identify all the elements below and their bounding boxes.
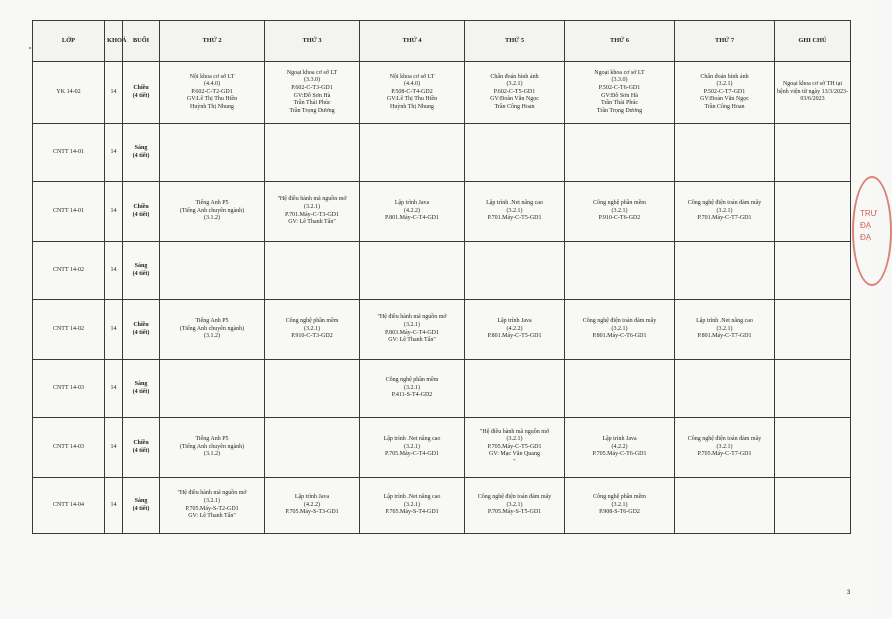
schedule-cell [675,300,775,360]
course-details: (3.2.1) P.801.Máy-C-T7-GD1 [697,325,752,340]
schedule-cell [465,62,565,124]
course-title: Nội khoa cơ sở LT [189,73,235,80]
note-cell: Ngoại khoa cơ sở TH tại bệnh viện từ ngày 13/3/2023-03/6/2023 [775,62,851,124]
schedule-cell [160,182,265,242]
course-title: Ngoại khoa cơ sở LT [286,69,338,76]
schedule-cell [360,360,465,418]
schedule-cell [465,300,565,360]
course-details: (3.2.1) P.705.Máy-S-T2-GD1 GV: Lê Thanh Tấn" [185,497,239,520]
schedule-cell [160,418,265,478]
session-cell: Sáng (4 tiết) [123,360,160,418]
course-details: (4.2.2) P.705.Máy-C-T6-GD1 [592,443,647,458]
schedule-cell [265,62,360,124]
course-title: Công nghệ phần mềm [285,318,339,325]
khoa-cell: 14 [105,360,123,418]
course-details: (4.2.2) P.801.Máy-C-T4-GD1 [385,207,439,222]
schedule-cell [675,418,775,478]
course-details: (3.2.1) P.910-C-T6-GD2 [598,207,641,222]
schedule-cell [265,242,360,300]
khoa-cell: 14 [105,418,123,478]
course-details: (3.2.1) P.411-S-T4-GD2 [391,384,433,399]
schedule-cell [265,124,360,182]
schedule-cell [565,478,675,534]
note-cell [775,124,851,182]
schedule-cell [360,478,465,534]
khoa-cell: 14 [105,182,123,242]
class-cell: CNTT 14-02 [33,300,105,360]
schedule-cell [565,62,675,124]
course-details: (3.2.1) P.701.Máy-C-T3-GD1 GV: Lê Thanh Tấn" [285,203,339,226]
table-row [33,418,851,478]
header-thu-6: THỨ 6 [565,21,675,62]
course-title: Nội khoa cơ sở LT [389,73,435,80]
note-cell [775,478,851,534]
session-cell: Chiều (4 tiết) [123,300,160,360]
course-details: (3.2.1) P.502-C-T7-GD1 GV:Đoàn Văn Ngọc Trần Công Hoan [700,81,749,110]
header-ghi-chu: GHI CHÚ [775,21,851,62]
note-cell [775,242,851,300]
course-title: Công nghệ phần mềm [593,494,646,501]
schedule-cell [265,182,360,242]
header-khoa: KHOÁ [105,21,123,62]
header-thu-4: THỨ 4 [360,21,465,62]
course-details: (3.2.1) P.705.Máy-S-T4-GD1 [385,501,439,516]
course-title: Lập trình .Net nâng cao [383,494,441,501]
header-buoi: BUỔI [123,21,160,62]
schedule-cell [265,300,360,360]
schedule-cell [465,360,565,418]
course-details: (3.3.0) P.602-C-T3-GD1 GV:Đỗ Sơn Hà Trần Thái Phúc Trần Trọng Dương [289,77,335,114]
table-row [33,478,851,534]
course-title: "Hệ điều hành mã nguồn mở [277,196,347,203]
course-title: "Hệ điều hành mã nguồn mở [177,490,247,497]
course-title: "Hệ điều hành mã nguồn mở [377,314,447,321]
schedule-cell [160,300,265,360]
schedule-cell [265,418,360,478]
schedule-cell [675,62,775,124]
class-cell: CNTT 14-03 [33,360,105,418]
schedule-cell [565,242,675,300]
course-details: (3.2.1) P.705.Máy-C-T4-GD1 [385,443,439,458]
course-details: (3.2.1) P.701.Máy-C-T7-GD1 [697,207,752,222]
header-row [33,21,851,62]
schedule-cell [360,300,465,360]
schedule-cell [565,182,675,242]
khoa-cell: 14 [105,478,123,534]
course-title: Công nghệ điện toán đám mây [477,494,552,501]
course-title: Tiếng Anh P5 [195,200,229,207]
schedule-cell [565,418,675,478]
class-cell: CNTT 14-04 [33,478,105,534]
header-thu-7: THỨ 7 [675,21,775,62]
schedule-cell [675,182,775,242]
schedule-cell [360,124,465,182]
course-title: Công nghệ điện toán đám mây [582,318,657,325]
note-cell [775,360,851,418]
schedule-cell [265,478,360,534]
note-cell [775,418,851,478]
khoa-cell: 14 [105,62,123,124]
course-details: (3.2.1) P.803.Máy-C-T4-GD1 GV: Lê Thanh Tấn" [385,321,439,344]
schedule-cell [565,300,675,360]
schedule-cell [160,242,265,300]
schedule-cell [565,360,675,418]
schedule-cell [265,360,360,418]
schedule-cell [465,124,565,182]
class-cell: CNTT 14-01 [33,124,105,182]
schedule-cell [465,242,565,300]
session-cell: Sáng (4 tiết) [123,242,160,300]
table-row [33,300,851,360]
note-cell [775,300,851,360]
timetable-body [33,62,851,534]
course-details: (3.2.1) P.705.Máy-S-T5-GD1 [487,501,542,516]
session-cell: Sáng (4 tiết) [123,124,160,182]
course-details: (3.2.1) P.908-S-T6-GD2 [599,501,640,516]
schedule-cell [465,182,565,242]
schedule-cell [675,478,775,534]
session-cell: Chiều (4 tiết) [123,182,160,242]
class-cell: YK 14-02 [33,62,105,124]
course-title: Chẩn đoán hình ảnh [490,73,539,80]
schedule-cell [160,62,265,124]
course-details: (3.2.1) P.910-C-T3-GD2 [291,325,333,340]
header-thu-5: THỨ 5 [465,21,565,62]
class-cell: CNTT 14-01 [33,182,105,242]
note-cell [775,182,851,242]
session-cell: Chiều (4 tiết) [123,62,160,124]
schedule-cell [465,478,565,534]
course-title: Ngoại khoa cơ sở LT [594,69,645,76]
schedule-cell [675,242,775,300]
course-title: Tiếng Anh P5 [195,318,229,325]
header-thu-2: THỨ 2 [160,21,265,62]
schedule-cell [360,182,465,242]
schedule-cell [675,360,775,418]
khoa-cell: 14 [105,300,123,360]
red-stamp: TRƯ ĐẠ ĐẠ [852,176,892,286]
course-title: Lập trình Java [394,200,430,207]
table-row [33,360,851,418]
course-title: Lập trình .Net nâng cao [486,200,543,207]
table-row [33,182,851,242]
schedule-cell [360,62,465,124]
course-details: (3.3.0) P.502-C-T6-GD1 GV:Đỗ Sơn Hà Trần Thái Phúc Trần Trọng Dương [596,77,643,114]
course-details: (4.2.2) P.705.Máy-S-T3-GD1 [285,501,339,516]
course-details: (Tiếng Anh chuyên ngành) (3.1.2) [179,325,245,340]
header-lop: LỚP [33,21,105,62]
schedule-cell [160,478,265,534]
course-title: Lập trình .Net nâng cao [696,318,753,325]
class-cell: CNTT 14-03 [33,418,105,478]
course-title: Tiếng Anh P5 [195,436,229,443]
course-title: "Hệ điều hành mã nguồn mở [479,428,550,435]
course-title: Lập trình .Net nâng cao [383,436,441,443]
course-details: (3.2.1) P.705.Máy-C-T7-GD1 [697,443,752,458]
schedule-cell [160,360,265,418]
schedule-cell [360,242,465,300]
course-title: Lập trình Java [602,436,637,443]
timetable [32,20,851,534]
page-number: 3 [847,590,851,596]
khoa-cell: 14 [105,242,123,300]
course-title: Chẩn đoán hình ảnh [700,73,749,80]
schedule-cell [565,124,675,182]
course-details: (Tiếng Anh chuyên ngành) (3.1.2) [179,207,245,222]
table-row [33,242,851,300]
schedule-cell [160,124,265,182]
schedule-cell [465,418,565,478]
session-cell: Sáng (4 tiết) [123,478,160,534]
header-thu-3: THỨ 3 [265,21,360,62]
course-title: Lập trình Java [497,318,532,325]
course-title: Lập trình Java [294,494,330,501]
course-title: Công nghệ điện toán đám mây [687,200,762,207]
course-details: (Tiếng Anh chuyên ngành) (3.1.2) [179,443,245,458]
course-details: (4.4.0) P.602-C-T2-GD1 GV:Lê Thị Thu Hiền Huỳnh Thị Nhung [186,81,238,110]
khoa-cell: 14 [105,124,123,182]
course-details: (3.2.1) P.602-C-T5-GD1 GV:Đoàn Văn Ngọc Trần Công Hoan [490,81,539,110]
table-row [33,124,851,182]
course-details: (3.2.1) P.705.Máy-C-T5-GD1 GV: Mạc Văn Quang " [487,436,542,465]
margin-mark [29,47,31,49]
course-details: (4.2.2) P.801.Máy-C-T5-GD1 [487,325,542,340]
course-details: (3.2.1) P.801.Máy-C-T6-GD1 [592,325,647,340]
course-title: Công nghệ phần mềm [385,377,439,384]
course-title: Công nghệ điện toán đám mây [687,436,762,443]
schedule-cell [360,418,465,478]
class-cell: CNTT 14-02 [33,242,105,300]
course-title: Công nghệ phần mềm [593,200,646,207]
course-details: (3.2.1) P.701.Máy-C-T5-GD1 [487,207,542,222]
schedule-cell [675,124,775,182]
table-row [33,62,851,124]
session-cell: Chiều (4 tiết) [123,418,160,478]
course-details: (4.4.0) P.508-C-T4-GD2 GV:Lê Thị Thu Hiền Huỳnh Thị Nhung [386,81,438,110]
